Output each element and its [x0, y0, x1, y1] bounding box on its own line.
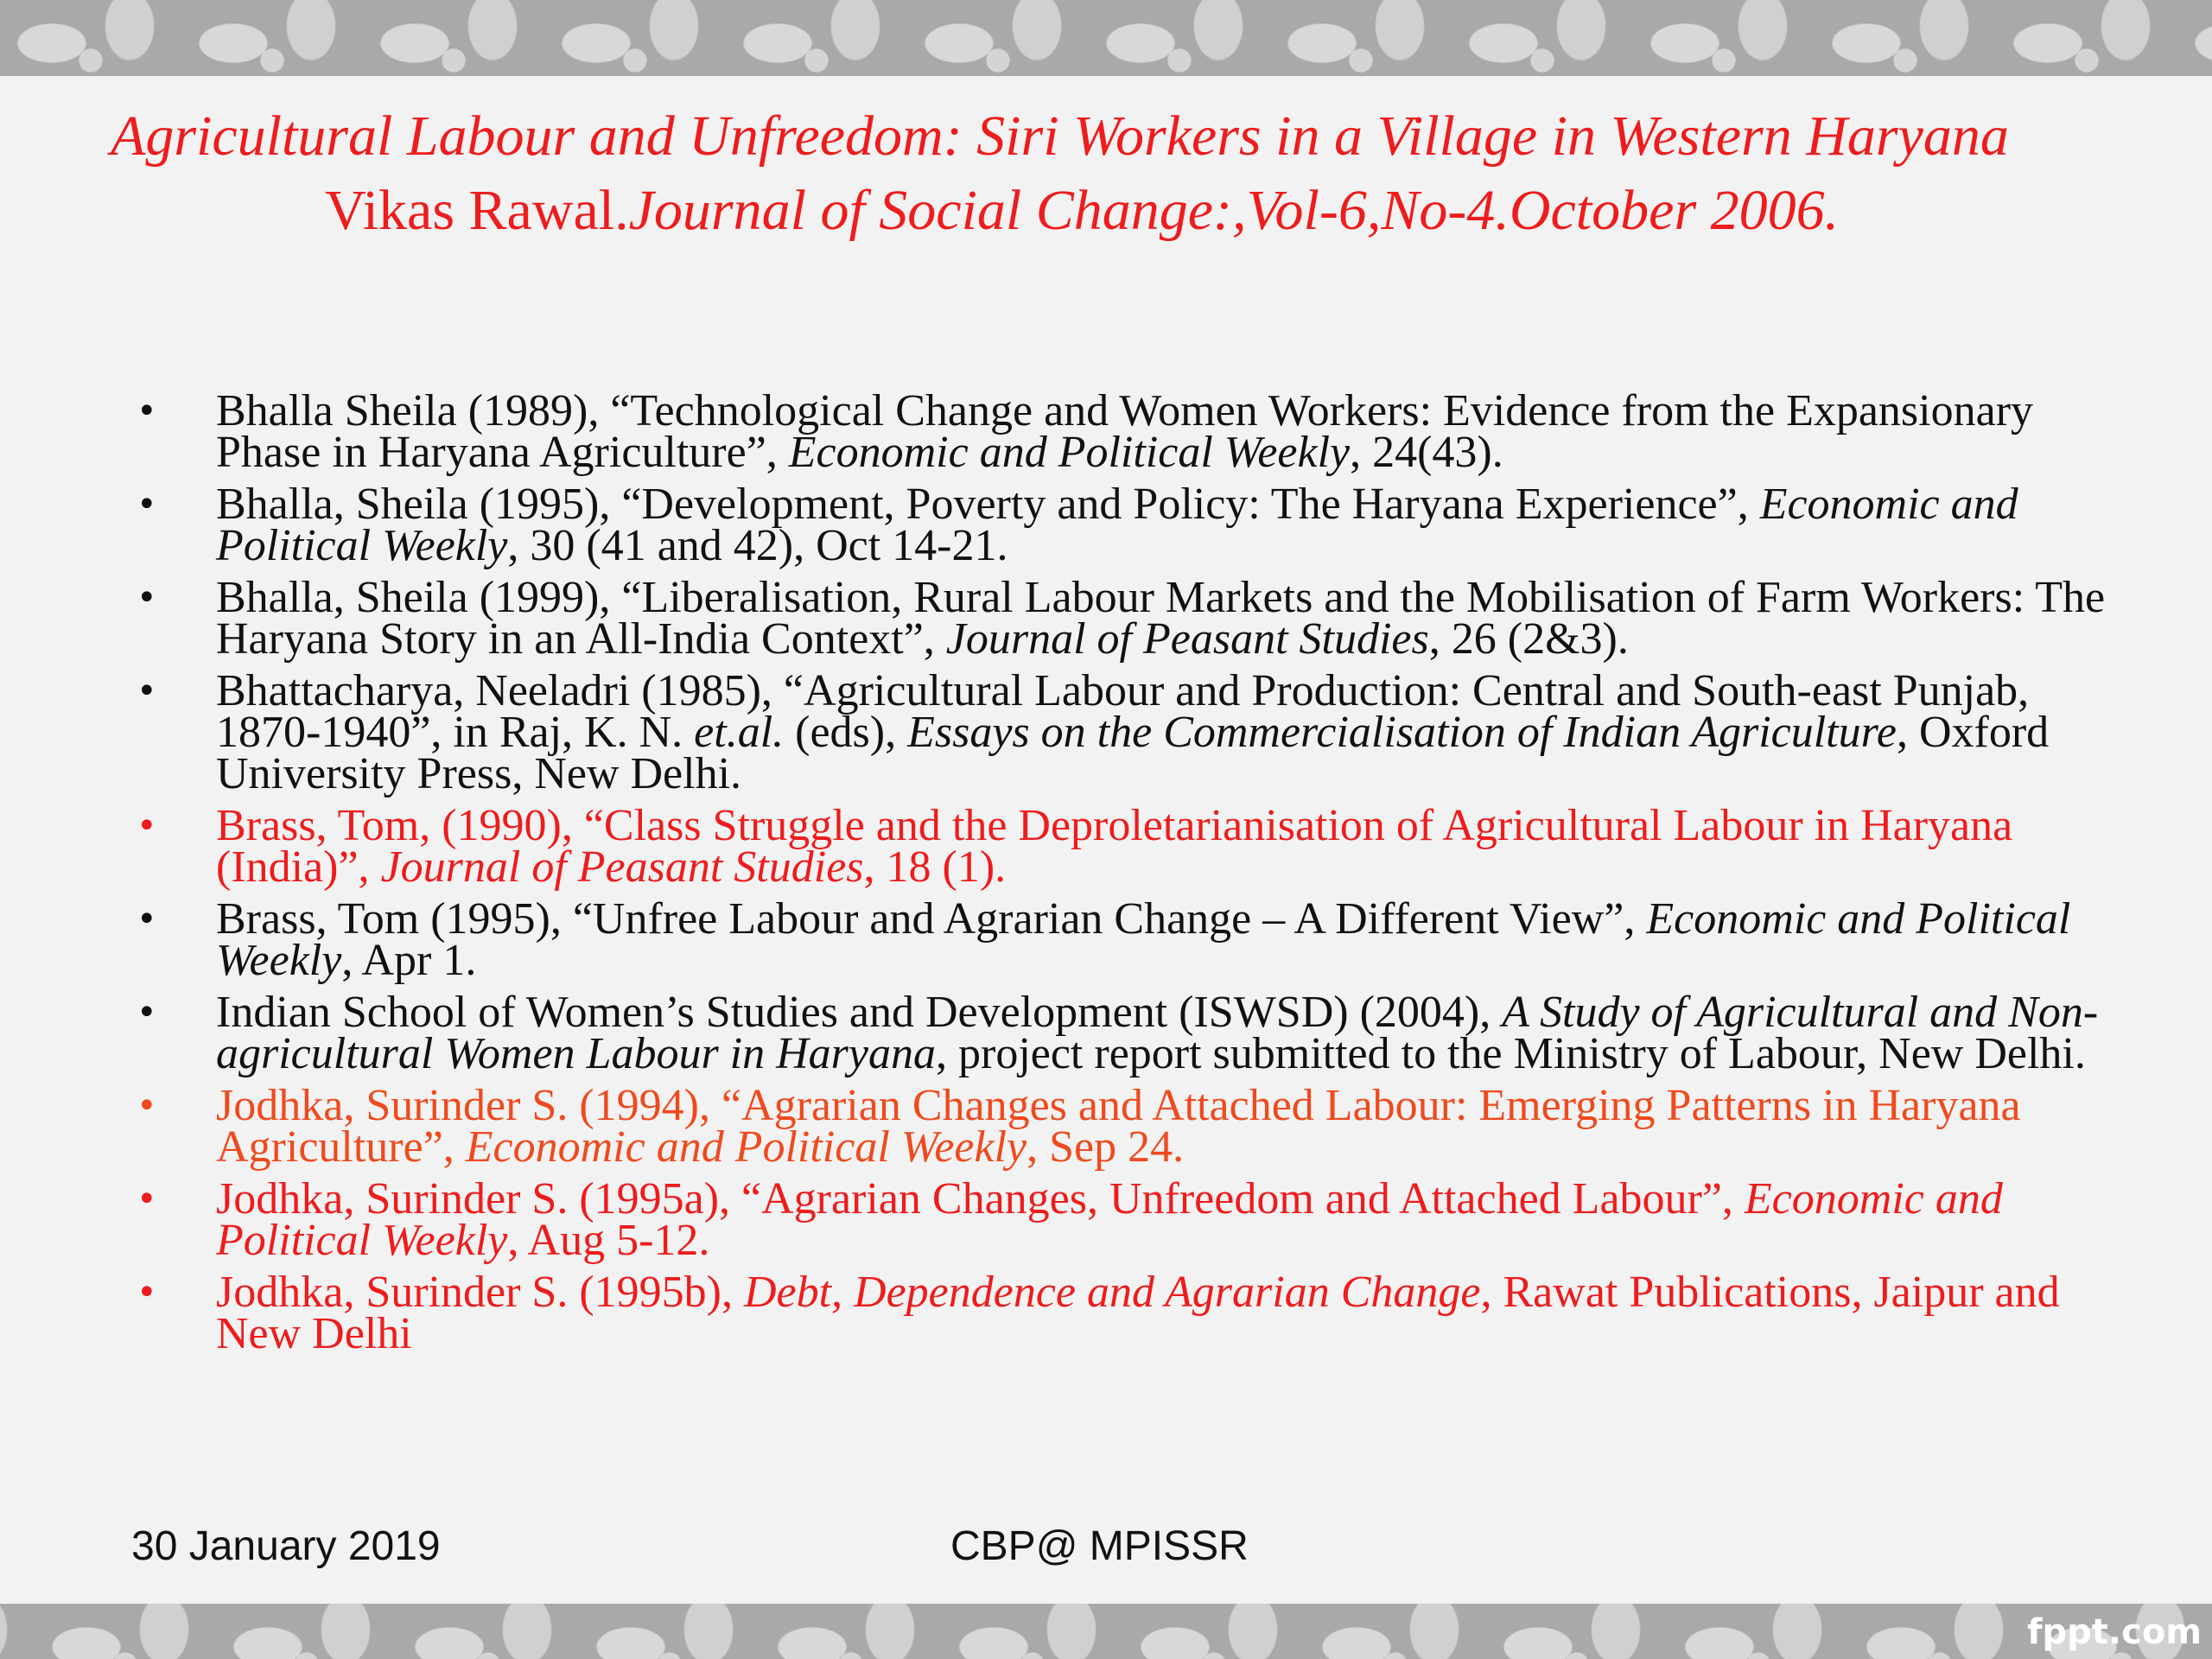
- reference-text-part: , Oxford University Press, New Delhi.: [216, 708, 2050, 798]
- footer-date: 30 January 2019: [131, 1523, 441, 1569]
- reference-list: [130, 386, 2117, 1365]
- reference-item: [130, 1268, 2117, 1358]
- reference-text-part: , Aug 5-12.: [507, 1216, 710, 1265]
- reference-text-part: , Sep 24.: [1027, 1122, 1185, 1172]
- bullet-icon: •: [137, 993, 157, 1033]
- bullet-icon: •: [137, 671, 157, 711]
- reference-italic-part: Journal of Peasant Studies: [945, 614, 1429, 664]
- reference-italic-part: et.al.: [694, 708, 785, 757]
- reference-text-part: Indian School of Women’s Studies and Development (ISWSD) (2004),: [216, 988, 1503, 1037]
- reference-item: [130, 1081, 2117, 1172]
- reference-text-part: Bhalla, Sheila (1999), “Liberalisation, Rural Labour Markets and the Mobilisation of Farm Workers: The Haryana Story in an All-India Context”,: [216, 573, 2106, 664]
- bullet-icon: •: [137, 899, 157, 939]
- reference-italic-part: Economic and Political Weekly: [216, 480, 2018, 570]
- reference-italic-part: Economic and Political Weekly: [465, 1122, 1027, 1172]
- reference-text-part: , 26 (2&3).: [1428, 614, 1629, 664]
- reference-item: [130, 573, 2117, 664]
- reference-text-part: Bhattacharya, Neeladri (1985), “Agricultural Labour and Production: Central and South-east Punjab, 1870-1940”, in Raj, K. N.: [216, 666, 2030, 757]
- reference-text-part: Bhalla Sheila (1989), “Technological Change and Women Workers: Evidence from the Expansionary Phase in Haryana Agriculture”,: [216, 386, 2034, 477]
- subtitle-journal: Journal of Social Change:,Vol-6,No-4.October 2006.: [628, 179, 1840, 242]
- reference-item: [130, 666, 2117, 798]
- bullet-icon: •: [137, 485, 157, 524]
- reference-text-part: Jodhka, Surinder S. (1995b),: [216, 1268, 744, 1317]
- reference-italic-part: Essays on the Commercialisation of Indian Agriculture: [907, 708, 1897, 757]
- reference-text-part: , 30 (41 and 42), Oct 14-21.: [507, 521, 1008, 570]
- bullet-icon: •: [137, 1273, 157, 1313]
- reference-item: [130, 988, 2117, 1078]
- reference-text-part: , project report submitted to the Ministry of Labour, New Delhi.: [936, 1029, 2086, 1078]
- reference-item: [130, 894, 2117, 985]
- reference-italic-part: Economic and Political Weekly: [216, 894, 2071, 985]
- reference-italic-part: Economic and Political Weekly: [788, 428, 1351, 477]
- slide-subtitle: [325, 176, 2139, 245]
- slide-title: Agricultural Labour and Unfreedom: Siri Workers in a Village in Western Haryana: [111, 105, 2009, 168]
- decorative-top-band: [0, 0, 2212, 76]
- bullet-icon: •: [137, 391, 157, 431]
- brand-watermark: fppt.com: [2027, 1612, 2202, 1652]
- reference-text-part: Brass, Tom (1995), “Unfree Labour and Agrarian Change – A Different View”,: [216, 894, 1647, 944]
- reference-text-part: , Apr 1.: [341, 936, 477, 985]
- reference-text-part: , 18 (1).: [863, 842, 1007, 892]
- reference-text-part: Jodhka, Surinder S. (1995a), “Agrarian Changes, Unfreedom and Attached Labour”,: [216, 1174, 1745, 1224]
- reference-text-part: , 24(43).: [1350, 428, 1503, 477]
- reference-item: [130, 386, 2117, 477]
- bullet-icon: •: [137, 1179, 157, 1219]
- reference-item: [130, 801, 2117, 892]
- reference-text-part: Bhalla, Sheila (1995), “Development, Poverty and Policy: The Haryana Experience”,: [216, 480, 1760, 529]
- subtitle-author: Vikas Rawal.: [325, 179, 629, 242]
- bullet-icon: •: [137, 806, 157, 846]
- footer-center-text: CBP@ MPISSR: [950, 1523, 1249, 1569]
- reference-italic-part: Journal of Peasant Studies: [380, 842, 864, 892]
- reference-italic-part: Economic and Political Weekly: [216, 1174, 2003, 1265]
- reference-italic-part: Debt, Dependence and Agrarian Change: [743, 1268, 1481, 1317]
- decorative-bottom-band: [0, 1604, 2212, 1659]
- reference-item: [130, 480, 2117, 570]
- reference-text-part: , Rawat Publications, Jaipur and New Delhi: [216, 1268, 2060, 1358]
- bullet-icon: •: [137, 578, 157, 618]
- reference-italic-part: A Study of Agricultural and Non-agricultural Women Labour in Haryana: [216, 988, 2099, 1078]
- reference-text-part: Jodhka, Surinder S. (1994), “Agrarian Changes and Attached Labour: Emerging Patterns in Haryana Agriculture”,: [216, 1081, 2021, 1172]
- bullet-icon: •: [137, 1086, 157, 1126]
- reference-text-part: Brass, Tom, (1990), “Class Struggle and the Deproletarianisation of Agricultural Labour in Haryana (India)”,: [216, 801, 2013, 892]
- reference-text-part: (eds),: [784, 708, 908, 757]
- reference-item: [130, 1174, 2117, 1265]
